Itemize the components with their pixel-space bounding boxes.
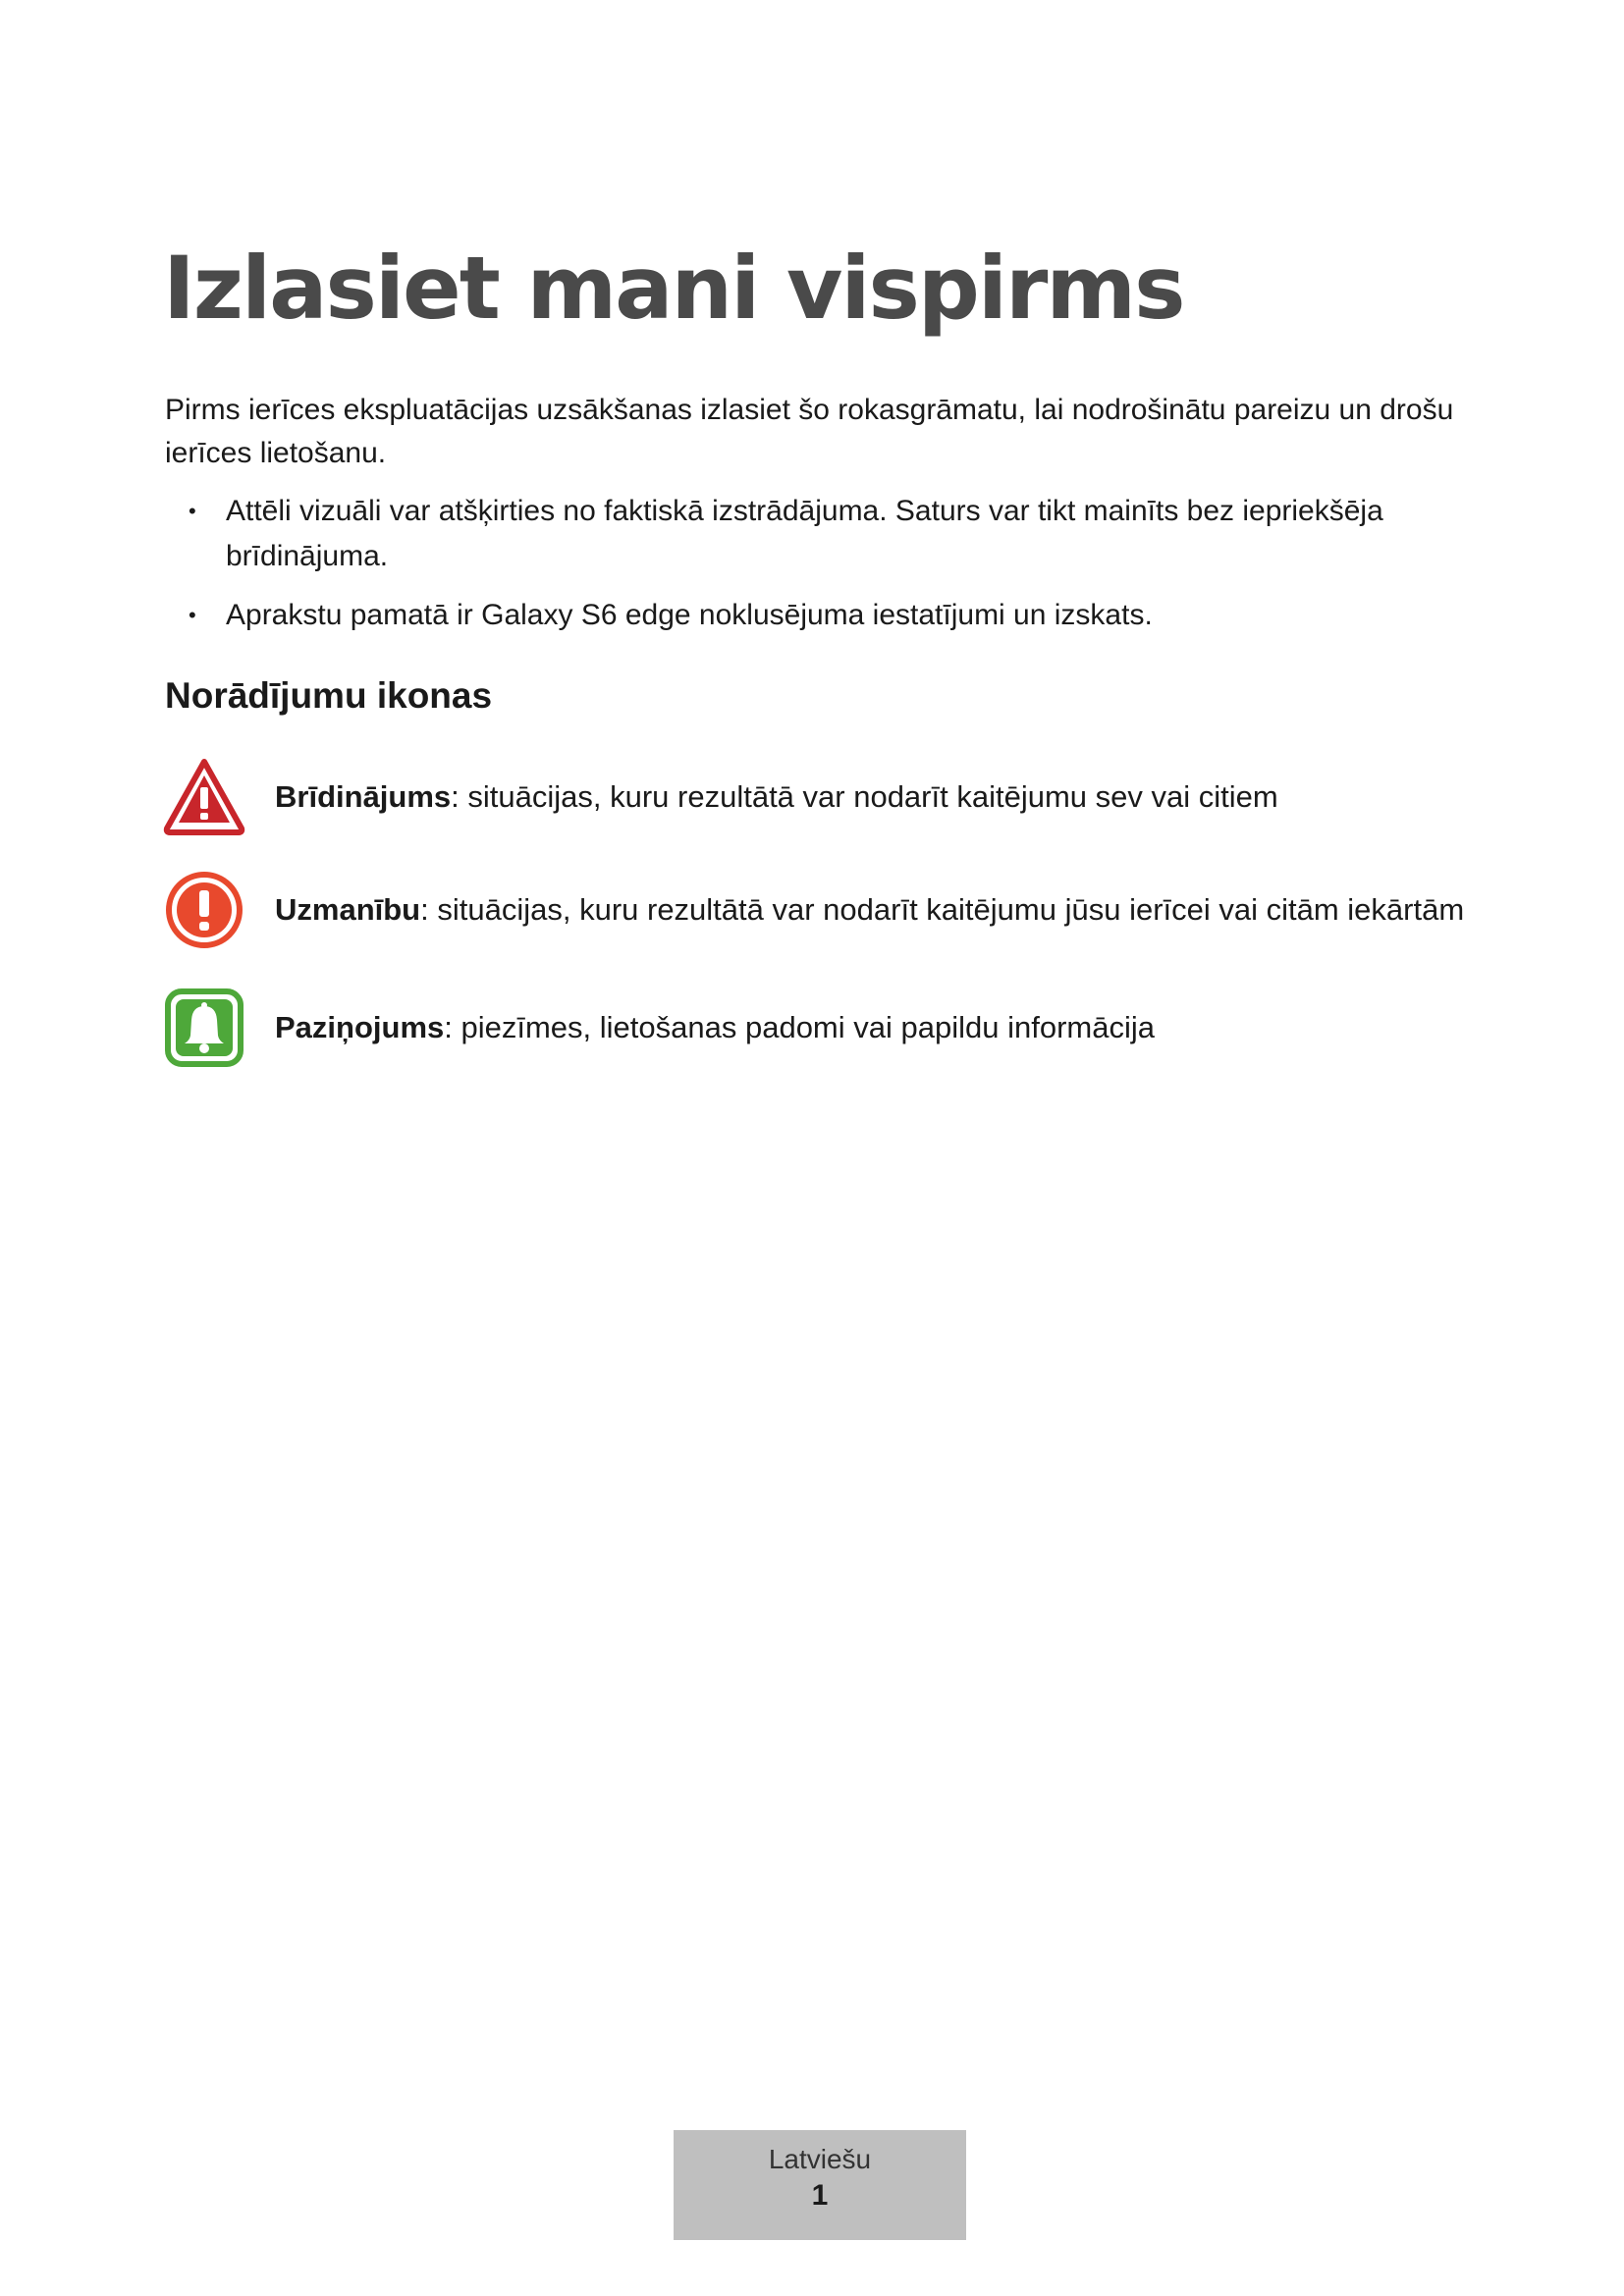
intro-paragraph: Pirms ierīces ekspluatācijas uzsākšanas izlasiet šo rokasgrāmatu, lai nodrošinātu pareizu un drošu ierīces lietošanu. xyxy=(165,394,1454,469)
notice-description: : situācijas, kuru rezultātā var nodarīt kaitējumu sev vai citiem xyxy=(451,779,1278,814)
bullet-marker: • xyxy=(189,603,196,627)
notification-bell-icon xyxy=(163,987,245,1069)
notice-warning xyxy=(163,756,1538,838)
notice-term: Brīdinājums xyxy=(275,779,452,814)
bullet-list xyxy=(165,489,1481,652)
notice-caution xyxy=(163,869,1538,951)
notice-term: Uzmanību xyxy=(275,892,421,927)
footer-language: Latviešu xyxy=(768,2144,872,2174)
page-title: Izlasiet mani vispirms xyxy=(163,238,1184,339)
page-footer xyxy=(674,2130,966,2240)
warning-triangle-icon xyxy=(163,756,245,838)
notice-notification xyxy=(163,987,1538,1069)
bullet-marker: • xyxy=(189,499,196,523)
caution-circle-icon xyxy=(163,869,245,951)
list-item xyxy=(165,489,1481,579)
notice-description: : situācijas, kuru rezultātā var nodarīt kaitējumu jūsu ierīcei vai citām iekārtām xyxy=(420,892,1465,927)
page-number: 1 xyxy=(811,2179,829,2212)
bullet-text: Aprakstu pamatā ir Galaxy S6 edge noklusējuma iestatījumi un izskats. xyxy=(226,599,1153,631)
notice-description: : piezīmes, lietošanas padomi vai papildu informācija xyxy=(444,1010,1155,1044)
list-item xyxy=(165,593,1481,638)
bullet-text: Attēli vizuāli var atšķirties no faktiskā izstrādājuma. Saturs var tikt mainīts bez iepriekšēja brīdinājuma. xyxy=(226,495,1383,572)
notice-term: Paziņojums xyxy=(275,1010,445,1044)
icons-section-heading: Norādījumu ikonas xyxy=(165,675,493,716)
